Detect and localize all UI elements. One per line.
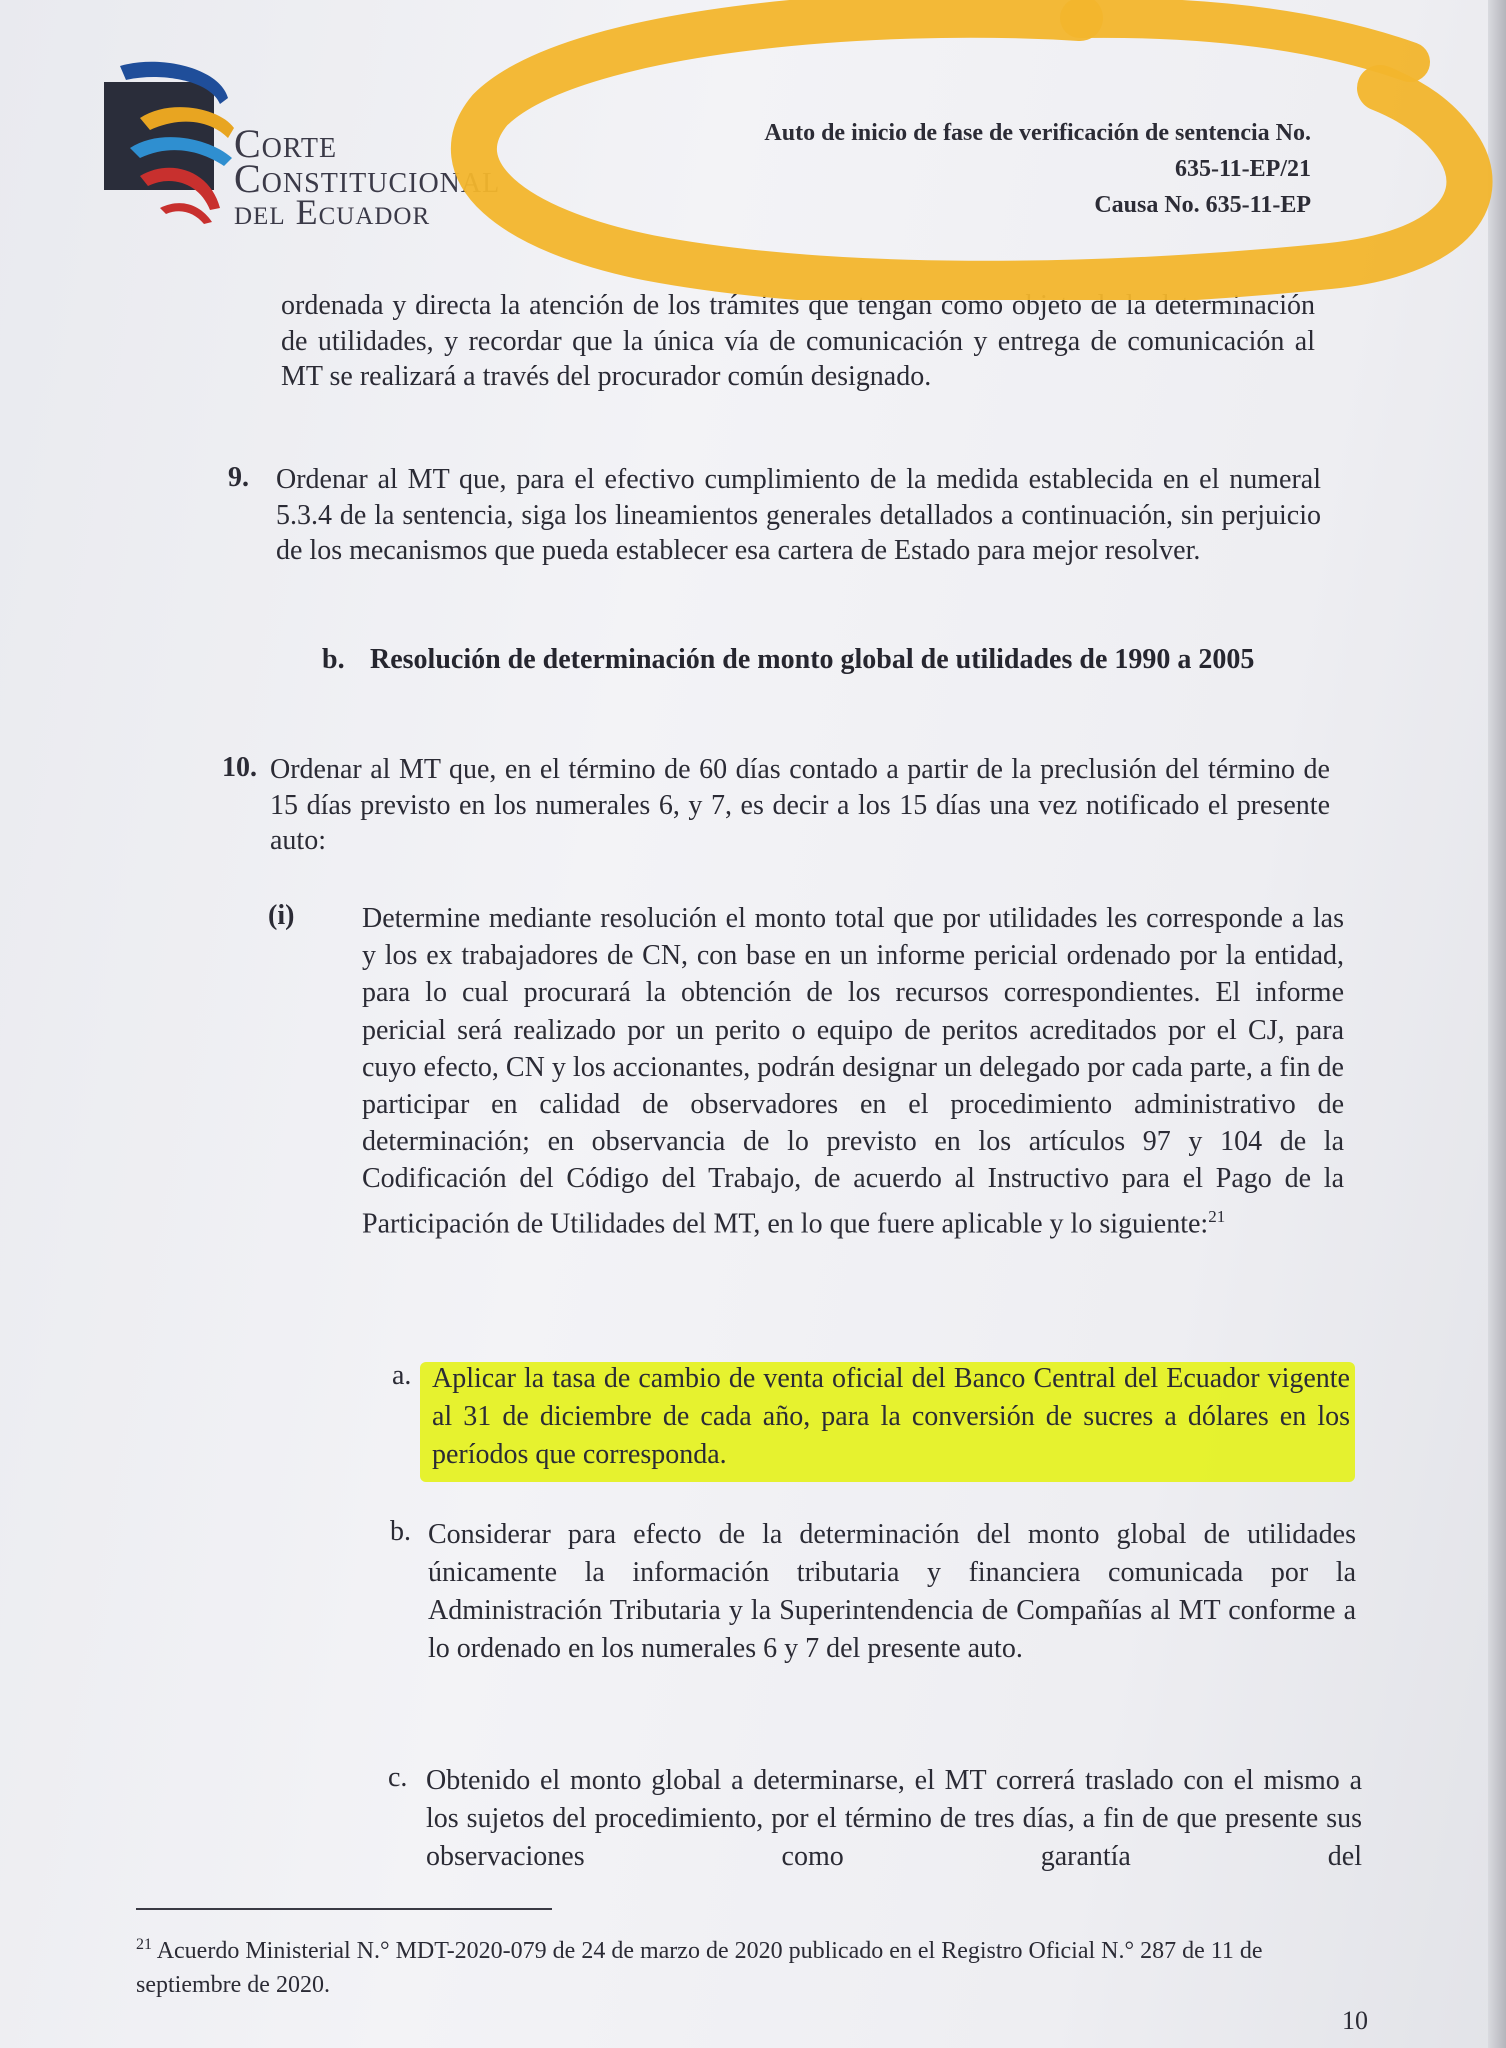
item-10-text: Ordenar al MT que, en el término de 60 días contado a partir de la preclusión del término de 15 días previsto en los numerales 6, y 7, es decir a los 15 días una vez notificado el presente auto: [270,754,1330,856]
page-edge-shadow [1488,0,1506,2048]
logo-text-line3: del Ecuador [234,192,431,232]
footnote [136,1928,1356,2002]
item-9-text: Ordenar al MT que, para el efectivo cumplimiento de la medida establecida en el numeral 5.3.4 de la sentencia, siga los lineamientos generales detallados a continuación, sin perjuicio de los mecanismos que pueda establecer esa cartera de Estado para mejor resolver. [276,464,1321,566]
footnote-separator [136,1908,552,1910]
point-c-label: c. [388,1762,408,1793]
point-a-label: a. [392,1360,412,1391]
section-b-label: b. [322,644,345,675]
page-number: 10 [1342,2006,1368,2035]
sub-item-i-label: (i) [268,900,295,931]
item-9-number: 9. [228,462,249,493]
section-b-title: Resolución de determinación de monto global de utilidades de 1990 a 2005 [370,644,1255,675]
sub-item-i-text: Determine mediante resolución el monto total que por utilidades les corresponde a las y los ex trabajadores de CN, con base en un informe pericial ordenado por la entidad, para lo cual procurará la obtención de los recursos correspondientes. El informe pericial será realizado por un perito o equipo de peritos acreditados por el CJ, para cuyo efecto, CN y los accionantes, podrán designar un delegado por cada parte, a fin de participar en calidad de observadores en el procedimiento administrativo de determinación; en observancia de lo previsto en los artículos 97 y 104 de la Codificación del Código del Trabajo, de acuerdo al Instructivo para el Pago de la Participación de Utilidades del MT, en lo que fuere aplicable y lo siguiente:$^{21}$ [362,903,1344,1239]
footnote-number: 21 [136,1936,152,1953]
orange-marker-scribble [450,0,1506,300]
footnote-ref-21[interactable]: 21 [1208,1206,1226,1226]
header-title-line1: Auto de inicio de fase de verificación de sentencia No. [764,120,1311,146]
court-logo [100,58,501,238]
logo-text-line2: Constitucional [234,156,501,201]
header-case-number: Causa No. 635-11-EP [1094,192,1311,218]
logo-text-line1: Corte [234,121,338,166]
court-emblem-icon [100,58,240,228]
point-b-text: Considerar para efecto de la determinación del monto global de utilidades únicamente la información tributaria y financiera comunicada por la Administración Tributaria y la Superintendencia de Compañías al MT conforme a lo ordenado en los numerales 6 y 7 del presente auto. [428,1519,1356,1664]
item-10-number: 10. [222,752,257,783]
point-c-text: Obtenido el monto global a determinarse, el MT correrá traslado con el mismo a los sujetos del procedimiento, por el término de tres días, a fin de que presente sus observaciones como garantía del [426,1765,1362,1872]
point-a-text: Aplicar la tasa de cambio de venta oficial del Banco Central del Ecuador vigente al 31 de diciembre de cada año, para la conversión de sucres a dólares en los períodos que corresponda. [432,1363,1350,1470]
header-title-line2: 635-11-EP/21 [1175,156,1311,182]
intro-paragraph: ordenada y directa la atención de los trámites que tengan como objeto de la determinación de utilidades, y recordar que la única vía de comunicación y entrega de comunicación al MT se realizará a través del procurador común designado. [281,290,1315,392]
point-b-label: b. [390,1516,411,1547]
footnote-text: Acuerdo Ministerial N.° MDT-2020-079 de 24 de marzo de 2020 publicado en el Registro Oficial N.° 287 de 11 de septiembre de 2020. [136,1938,1263,1998]
